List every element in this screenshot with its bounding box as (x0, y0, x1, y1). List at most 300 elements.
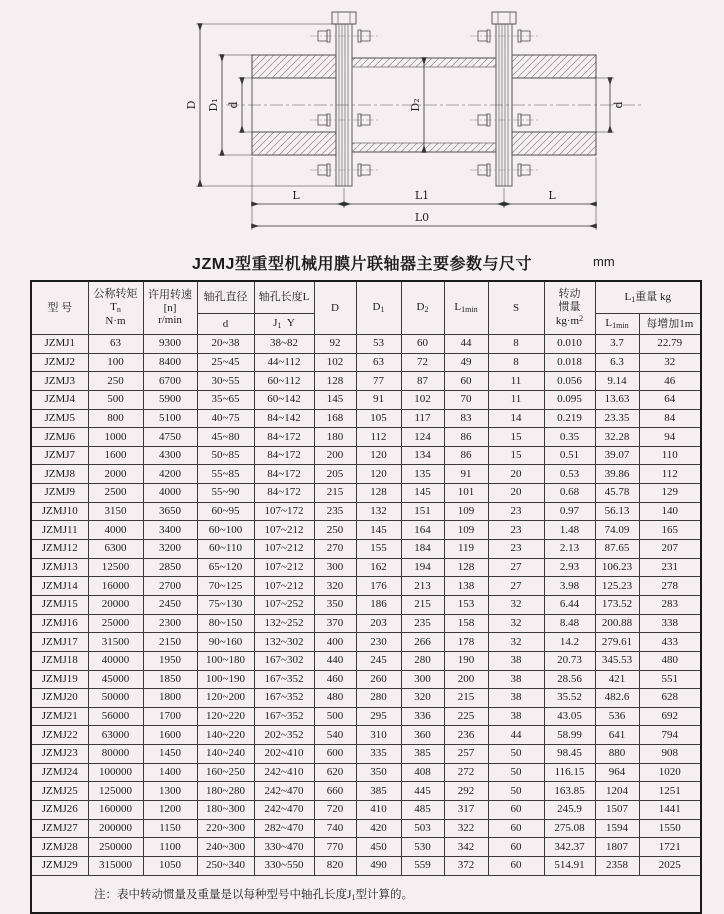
table-row (31, 502, 701, 521)
table-cell: 200000 (88, 819, 143, 838)
table-cell: 257 (444, 745, 488, 764)
table-cell: JZMJ6 (31, 428, 88, 447)
table-cell: JZMJ7 (31, 446, 88, 465)
table-cell: 87.65 (595, 540, 639, 559)
table-cell: 168 (314, 409, 356, 428)
table-cell: 120~220 (197, 707, 254, 726)
table-row (31, 428, 701, 447)
table-cell: 194 (401, 558, 444, 577)
table-cell: 280 (401, 651, 444, 670)
table-cell: 8 (488, 335, 544, 354)
table-cell: 2.93 (544, 558, 595, 577)
table-cell: 315000 (88, 856, 143, 875)
table-cell: 490 (356, 856, 401, 875)
table-cell: JZMJ18 (31, 651, 88, 670)
table-cell: 1050 (143, 856, 197, 875)
table-cell: 1721 (639, 838, 701, 857)
table-cell: 551 (639, 670, 701, 689)
table-cell: 1400 (143, 763, 197, 782)
table-cell: 25~45 (197, 353, 254, 372)
table-cell: JZMJ25 (31, 782, 88, 801)
table-cell: 1600 (88, 446, 143, 465)
table-cell: 272 (444, 763, 488, 782)
table-cell: 164 (401, 521, 444, 540)
table-cell: 260 (356, 670, 401, 689)
table-cell: 151 (401, 502, 444, 521)
table-cell: 64 (639, 390, 701, 409)
table-cell: 153 (444, 595, 488, 614)
table-cell: 8.48 (544, 614, 595, 633)
table-cell: 202~410 (254, 745, 314, 764)
table-cell: 1950 (143, 651, 197, 670)
table-cell: 180~280 (197, 782, 254, 801)
note-row (31, 875, 701, 913)
table-cell: 342 (444, 838, 488, 857)
table-cell: 167~352 (254, 689, 314, 708)
table-cell: 0.018 (544, 353, 595, 372)
table-cell: 112 (356, 428, 401, 447)
table-cell: 5900 (143, 390, 197, 409)
col-header-bore-length: 轴孔长度L (254, 281, 314, 314)
table-cell: 145 (401, 484, 444, 503)
table-cell: 2.13 (544, 540, 595, 559)
table-cell: JZMJ8 (31, 465, 88, 484)
table-cell: 23.35 (595, 409, 639, 428)
table-cell: 160000 (88, 801, 143, 820)
dim-label-L-right: L (548, 189, 556, 202)
table-cell: 132 (356, 502, 401, 521)
table-cell: 1600 (143, 726, 197, 745)
table-cell: 94 (639, 428, 701, 447)
table-cell: 295 (356, 707, 401, 726)
table-cell: 503 (401, 819, 444, 838)
table-cell: 44~112 (254, 353, 314, 372)
table-cell: 45.78 (595, 484, 639, 503)
table-cell: 60 (488, 801, 544, 820)
table-body (31, 335, 701, 876)
table-cell: 84~172 (254, 465, 314, 484)
table-cell: 485 (401, 801, 444, 820)
table-cell: 3150 (88, 502, 143, 521)
table-cell: 1441 (639, 801, 701, 820)
table-cell: JZMJ29 (31, 856, 88, 875)
table-cell: 336 (401, 707, 444, 726)
table-cell: 360 (401, 726, 444, 745)
table-cell: 55~85 (197, 465, 254, 484)
table-cell: 3400 (143, 521, 197, 540)
table-cell: 30~55 (197, 372, 254, 391)
table-row (31, 595, 701, 614)
table-cell: 385 (356, 782, 401, 801)
table-cell: 125.23 (595, 577, 639, 596)
col-header-model: 型 号 (31, 281, 88, 335)
table-row (31, 745, 701, 764)
table-row (31, 707, 701, 726)
table-cell: 2500 (88, 484, 143, 503)
title-row (0, 251, 724, 274)
table-cell: 132~252 (254, 614, 314, 633)
table-cell: JZMJ23 (31, 745, 88, 764)
table-cell: 2358 (595, 856, 639, 875)
table-cell: 0.056 (544, 372, 595, 391)
table-cell: 155 (356, 540, 401, 559)
table-cell: 75~130 (197, 595, 254, 614)
col-header-weight-L1min: $L_{1min}$ (595, 314, 639, 335)
table-cell: 23 (488, 502, 544, 521)
table-cell: 1807 (595, 838, 639, 857)
table-cell: 60 (488, 819, 544, 838)
table-cell: 350 (314, 595, 356, 614)
table-cell: 32 (639, 353, 701, 372)
table-cell: 1020 (639, 763, 701, 782)
table-cell: 180~300 (197, 801, 254, 820)
table-cell: 220~300 (197, 819, 254, 838)
table-cell: 13.63 (595, 390, 639, 409)
table-cell: 14.2 (544, 633, 595, 652)
table-cell: 84~172 (254, 446, 314, 465)
col-header-weight-per-meter: 每增加1m (639, 314, 701, 335)
table-cell: 190 (444, 651, 488, 670)
table-cell: 213 (401, 577, 444, 596)
table-cell: 16000 (88, 577, 143, 596)
table-cell: 266 (401, 633, 444, 652)
table-cell: 100 (88, 353, 143, 372)
table-cell: 2300 (143, 614, 197, 633)
table-cell: 559 (401, 856, 444, 875)
table-cell: 109 (444, 502, 488, 521)
table-cell: 74.09 (595, 521, 639, 540)
dim-label-D1: D₁ (207, 98, 220, 112)
table-cell: 145 (356, 521, 401, 540)
table-cell: 109 (444, 521, 488, 540)
table-cell: 207 (639, 540, 701, 559)
table-cell: 200 (444, 670, 488, 689)
table-cell: 20 (488, 465, 544, 484)
dim-label-D2: D₂ (409, 98, 422, 112)
table-row (31, 782, 701, 801)
table-cell: 600 (314, 745, 356, 764)
table-cell: 335 (356, 745, 401, 764)
dim-label-L0: L0 (414, 211, 430, 224)
table-row (31, 614, 701, 633)
table-row (31, 838, 701, 857)
table-cell: 180 (314, 428, 356, 447)
table-cell: 84~142 (254, 409, 314, 428)
table-cell: 60~110 (197, 540, 254, 559)
table-cell: 1200 (143, 801, 197, 820)
table-cell: JZMJ24 (31, 763, 88, 782)
table-row (31, 372, 701, 391)
table-cell: 167~352 (254, 707, 314, 726)
col-header-D: D (314, 281, 356, 335)
table-cell: 80~150 (197, 614, 254, 633)
table-cell: 540 (314, 726, 356, 745)
table-cell: 6.3 (595, 353, 639, 372)
table-cell: 500 (314, 707, 356, 726)
table-cell: 1800 (143, 689, 197, 708)
table-cell: JZMJ10 (31, 502, 88, 521)
table-cell: 421 (595, 670, 639, 689)
table-cell: 2700 (143, 577, 197, 596)
table-cell: 794 (639, 726, 701, 745)
table-cell: JZMJ9 (31, 484, 88, 503)
table-cell: 278 (639, 577, 701, 596)
table-cell: 480 (314, 689, 356, 708)
table-cell: 964 (595, 763, 639, 782)
table-cell: 45~80 (197, 428, 254, 447)
table-cell: 1251 (639, 782, 701, 801)
table-cell: 80000 (88, 745, 143, 764)
table-cell: 11 (488, 372, 544, 391)
table-cell: 55~90 (197, 484, 254, 503)
table-cell: 58.99 (544, 726, 595, 745)
table-cell: 38~82 (254, 335, 314, 354)
table-cell: JZMJ21 (31, 707, 88, 726)
table-cell: 2450 (143, 595, 197, 614)
table-cell: 440 (314, 651, 356, 670)
table-cell: 1450 (143, 745, 197, 764)
col-header-D1: $D_1$ (356, 281, 401, 335)
table-cell: 245.9 (544, 801, 595, 820)
table-cell: 5100 (143, 409, 197, 428)
table-cell: 330~550 (254, 856, 314, 875)
dim-label-d-right: d (612, 101, 625, 109)
table-cell: JZMJ28 (31, 838, 88, 857)
table-cell: 100~190 (197, 670, 254, 689)
table-cell: 3.7 (595, 335, 639, 354)
table-cell: 4200 (143, 465, 197, 484)
table-cell: 8400 (143, 353, 197, 372)
table-cell: 77 (356, 372, 401, 391)
table-cell: 408 (401, 763, 444, 782)
table-cell: 0.97 (544, 502, 595, 521)
table-cell: 176 (356, 577, 401, 596)
table-cell: 106.23 (595, 558, 639, 577)
table-cell: 908 (639, 745, 701, 764)
table-cell: 1850 (143, 670, 197, 689)
table-cell: 20 (488, 484, 544, 503)
table-cell: 15 (488, 428, 544, 447)
table-cell: 2000 (88, 465, 143, 484)
table-cell: JZMJ13 (31, 558, 88, 577)
table-cell: 32 (488, 614, 544, 633)
table-cell: 628 (639, 689, 701, 708)
table-cell: 50000 (88, 689, 143, 708)
table-cell: 4300 (143, 446, 197, 465)
table-cell: 230 (356, 633, 401, 652)
table-cell: 50 (488, 782, 544, 801)
table-cell: 44 (444, 335, 488, 354)
table-cell: 2025 (639, 856, 701, 875)
table-row (31, 577, 701, 596)
table-cell: 2150 (143, 633, 197, 652)
table-cell: 60~142 (254, 390, 314, 409)
table-cell: 0.51 (544, 446, 595, 465)
table-row (31, 633, 701, 652)
table-cell: 50 (488, 763, 544, 782)
table-cell: 101 (444, 484, 488, 503)
table-cell: 60~95 (197, 502, 254, 521)
table-cell: 129 (639, 484, 701, 503)
table-cell: 107~212 (254, 540, 314, 559)
table-cell: 1300 (143, 782, 197, 801)
table-cell: 480 (639, 651, 701, 670)
table-cell: 117 (401, 409, 444, 428)
table-cell: 1700 (143, 707, 197, 726)
table-cell: 107~172 (254, 502, 314, 521)
table-cell: 160~250 (197, 763, 254, 782)
table-cell: 820 (314, 856, 356, 875)
table-cell: JZMJ22 (31, 726, 88, 745)
table-cell: JZMJ12 (31, 540, 88, 559)
table-cell: 1000 (88, 428, 143, 447)
table-cell: 49 (444, 353, 488, 372)
table-cell: JZMJ17 (31, 633, 88, 652)
table-cell: 46 (639, 372, 701, 391)
table-cell: 8 (488, 353, 544, 372)
table-row (31, 521, 701, 540)
table-cell: 40000 (88, 651, 143, 670)
table-cell: 186 (356, 595, 401, 614)
table-cell: 91 (444, 465, 488, 484)
table-cell: 125000 (88, 782, 143, 801)
table-cell: 165 (639, 521, 701, 540)
table-cell: 124 (401, 428, 444, 447)
table-cell: 120 (356, 446, 401, 465)
table-cell: 0.095 (544, 390, 595, 409)
table-cell: JZMJ16 (31, 614, 88, 633)
table-cell: 110 (639, 446, 701, 465)
table-cell: 322 (444, 819, 488, 838)
unit-label: mm (593, 254, 615, 269)
table-cell: 128 (356, 484, 401, 503)
table-cell: 0.35 (544, 428, 595, 447)
table-cell: 84 (639, 409, 701, 428)
table-cell: 215 (314, 484, 356, 503)
table-cell: 162 (356, 558, 401, 577)
table-cell: 107~212 (254, 558, 314, 577)
table-cell: 50~85 (197, 446, 254, 465)
table-cell: 1204 (595, 782, 639, 801)
table-cell: 235 (401, 614, 444, 633)
table-cell: 279.61 (595, 633, 639, 652)
table-cell: 38 (488, 651, 544, 670)
table-cell: 500 (88, 390, 143, 409)
table-row (31, 856, 701, 875)
table-cell: 385 (401, 745, 444, 764)
dim-label-D: D (185, 100, 198, 110)
table-cell: 0.010 (544, 335, 595, 354)
table-row (31, 558, 701, 577)
table-cell: 100~180 (197, 651, 254, 670)
table-cell: 53 (356, 335, 401, 354)
table-cell: 250~340 (197, 856, 254, 875)
table-row (31, 540, 701, 559)
table-cell: 65~120 (197, 558, 254, 577)
table-cell: 245 (356, 651, 401, 670)
table-cell: 200.88 (595, 614, 639, 633)
table-cell: 167~352 (254, 670, 314, 689)
table-cell: 23 (488, 521, 544, 540)
table-cell: JZMJ5 (31, 409, 88, 428)
table-cell: 158 (444, 614, 488, 633)
col-header-L1min: $L_{1min}$ (444, 281, 488, 335)
table-cell: 203 (356, 614, 401, 633)
table-cell: 38 (488, 689, 544, 708)
table-cell: 320 (401, 689, 444, 708)
table-cell: 31500 (88, 633, 143, 652)
table-cell: 620 (314, 763, 356, 782)
table-cell: 15 (488, 446, 544, 465)
table-cell: 720 (314, 801, 356, 820)
table-cell: 292 (444, 782, 488, 801)
dim-label-L1: L1 (414, 189, 430, 202)
table-cell: 270 (314, 540, 356, 559)
table-cell: 184 (401, 540, 444, 559)
table-cell: 72 (401, 353, 444, 372)
table-cell: 20000 (88, 595, 143, 614)
table-cell: 91 (356, 390, 401, 409)
table-cell: 445 (401, 782, 444, 801)
dim-label-d-left: d (227, 101, 240, 109)
table-cell: 641 (595, 726, 639, 745)
table-cell: 120~200 (197, 689, 254, 708)
table-cell: 1550 (639, 819, 701, 838)
table-cell: JZMJ20 (31, 689, 88, 708)
table-cell: 692 (639, 707, 701, 726)
table-note: 注：表中转动惯量及重量是以每种型号中轴孔长度$J_1$型计算的。 (31, 875, 701, 913)
table-cell: 28.56 (544, 670, 595, 689)
table-cell: 450 (356, 838, 401, 857)
table-cell: 433 (639, 633, 701, 652)
table-cell: 6300 (88, 540, 143, 559)
table-row (31, 353, 701, 372)
table-cell: 1100 (143, 838, 197, 857)
table-cell: 92 (314, 335, 356, 354)
table-cell: 202~352 (254, 726, 314, 745)
table-cell: 231 (639, 558, 701, 577)
table-cell: 250 (88, 372, 143, 391)
table-cell: 372 (444, 856, 488, 875)
col-header-bore-diameter: 轴孔直径 (197, 281, 254, 314)
table-cell: 60 (444, 372, 488, 391)
table-cell: 250000 (88, 838, 143, 857)
coupling-dimension-drawing (0, 0, 724, 248)
col-header-weight-group: $L_1$重量 kg (595, 281, 701, 314)
table-cell: 56000 (88, 707, 143, 726)
col-header-inertia: 转动 惯量 $kg\cdot m^2$ (544, 281, 595, 335)
table-cell: 44 (488, 726, 544, 745)
table-cell: 282~470 (254, 819, 314, 838)
table-cell: 23 (488, 540, 544, 559)
table-cell: JZMJ11 (31, 521, 88, 540)
table-cell: 63 (88, 335, 143, 354)
table-cell: 128 (444, 558, 488, 577)
table-cell: 60 (401, 335, 444, 354)
table-cell: 70 (444, 390, 488, 409)
table-cell: 39.86 (595, 465, 639, 484)
table-cell: 102 (314, 353, 356, 372)
table-row (31, 689, 701, 708)
table-cell: 100000 (88, 763, 143, 782)
table-cell: 205 (314, 465, 356, 484)
table-cell: 300 (314, 558, 356, 577)
table-cell: 119 (444, 540, 488, 559)
table-cell: JZMJ27 (31, 819, 88, 838)
table-cell: 410 (356, 801, 401, 820)
table-cell: 3650 (143, 502, 197, 521)
table-cell: 225 (444, 707, 488, 726)
